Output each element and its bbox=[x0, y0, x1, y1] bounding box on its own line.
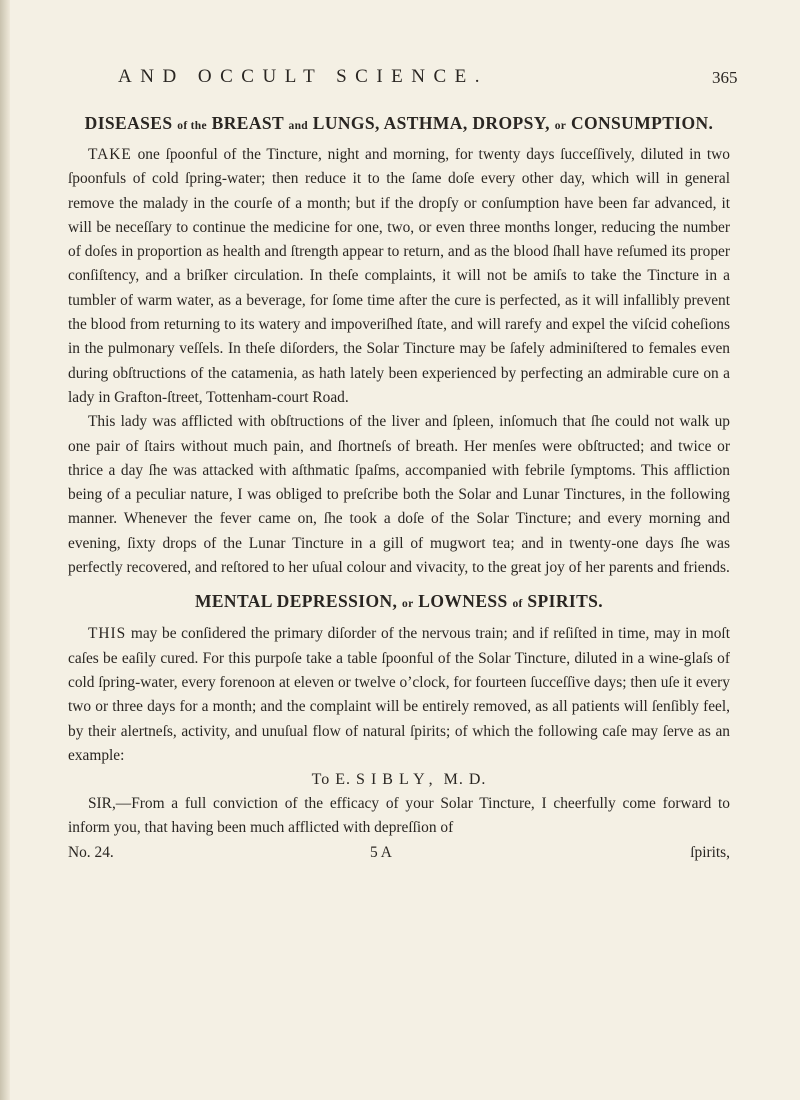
heading-small-caps: of bbox=[512, 598, 523, 611]
heading-text: SPIRITS. bbox=[522, 591, 604, 612]
heading-text: DISEASES bbox=[84, 113, 178, 133]
printer-signature-mark: 5 A bbox=[370, 843, 392, 861]
heading-small-caps: of the bbox=[177, 120, 207, 132]
paragraph-lead-word: THIS bbox=[88, 625, 127, 643]
letter-recipient-title: M. D. bbox=[438, 771, 487, 789]
paragraph-lead-word: TAKE bbox=[88, 146, 132, 163]
heading-text: MENTAL DEPRESSION, bbox=[194, 591, 403, 612]
heading-small-caps: or bbox=[554, 120, 567, 132]
catchword: ſpirits, bbox=[690, 843, 730, 861]
heading-small-caps: or bbox=[402, 598, 414, 611]
heading-text: CONSUMPTION. bbox=[566, 113, 714, 133]
section-heading-mental-depression bbox=[68, 590, 730, 615]
running-head: AND OCCULT SCIENCE. bbox=[118, 66, 488, 87]
section-heading-diseases bbox=[68, 112, 730, 137]
letter-to: To E. bbox=[311, 771, 357, 789]
paragraph-letter-body: SIR,—From a full conviction of the efficacy of your Solar Tincture, I cheerfully come forward to inform you, that having been much afflicted with depreſſion of bbox=[68, 795, 730, 837]
paragraph-body: may be conſidered the primary diſorder of the nervous train; and if reſiſted in time, may in moſt caſes be eaſily cured. For this purpoſe take a table ſpoonful of the Solar Tincture, diluted in a wine-glaſs of cold ſpring-water, every forenoon at eleven or twelve o’clock, for fourteen ſucceſſive days; then uſe it every two or three days for a month; and the complaint will be entirely removed, as all patients will ſenſibly feel, by their alertneſs, activity, and unuſual flow of natural ſpirits; of which the following caſe may ſerve as an example: bbox=[68, 625, 730, 764]
page-gutter-shadow bbox=[0, 0, 10, 1100]
heading-text: LUNGS, ASTHMA, DROPSY, bbox=[307, 113, 555, 133]
page-number: 365 bbox=[712, 68, 738, 87]
page-content bbox=[68, 112, 730, 865]
issue-number: No. 24. bbox=[68, 843, 114, 861]
paragraph-body: one ſpoonful of the Tincture, night and morning, for twenty days ſucceſſively, diluted in two ſpoonfuls of cold ſpring-water; then reduce it to the ſame doſe every other day, which will in general remove the malady in the courſe of a month; but if the dropſy or conſumption have been far advanced, it will be neceſſary to continue the medicine for one, two, or even three months longer, reducing the number of doſes in proportion as health and ſtrength appear to return, and as the blood ſhall have reſumed its proper conſiſtency, and a briſker circulation. In theſe complaints, it will not be amiſs to take the Tincture in a tumbler of warm water, as a beverage, for ſome time after the cure is perfected, as it will infallibly prevent the blood from returning to its watery and impoveriſhed ſtate, and will rarefy and expel the viſcid coheſions in the pulmonary veſſels. In theſe diſorders, the Solar Tincture may be ſafely adminiſtered to females even during obſtructions of the catamenia, as hath lately been experienced by perfecting an admirable cure on a lady in Grafton-ſtreet, Tottenham-court Road. bbox=[68, 146, 730, 406]
heading-small-caps: and bbox=[288, 120, 308, 132]
paragraph-primary-disorder bbox=[68, 622, 730, 768]
letter-recipient-name: SIBLY, bbox=[356, 771, 439, 789]
heading-text: BREAST bbox=[206, 113, 289, 133]
paragraph-lady-case: This lady was afflicted with obſtructions of the liver and ſpleen, inſomuch that ſhe could not walk up one pair of ſtairs without much pain, and ſhortneſs of breath. Her menſes were obſtructed; and twice or thrice a day ſhe was attacked with aſthmatic ſpaſms, accompanied with febrile ſymptoms. This affliction being of a peculiar nature, I was obliged to preſcribe both the Solar and Lunar Tinctures, in the following manner. Whenever the fever came on, ſhe took a doſe of the Solar Tincture; and every morning and evening, ſixty drops of the Lunar Tincture in a gill of mugwort tea; and in twenty-one days ſhe was perfectly recovered, and reſtored to her uſual colour and vivacity, to the great joy of her parents and friends. bbox=[68, 413, 730, 577]
heading-text: LOWNESS bbox=[413, 591, 513, 612]
paragraph-take-tincture bbox=[68, 143, 730, 410]
letter-salutation-heading bbox=[68, 768, 730, 792]
footer-signature-line bbox=[68, 841, 730, 865]
